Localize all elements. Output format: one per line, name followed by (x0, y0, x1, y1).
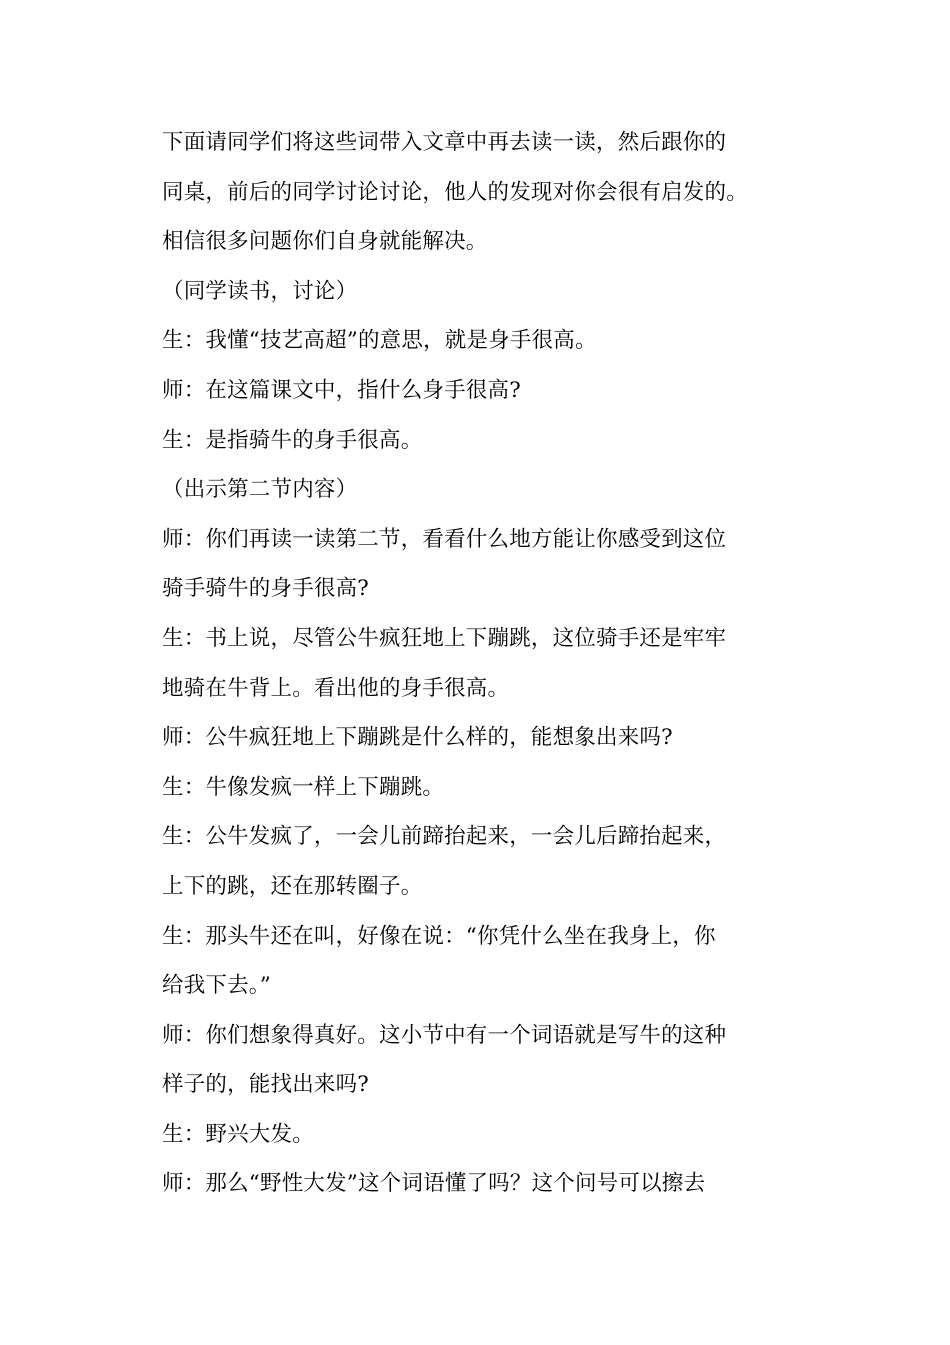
document-body (162, 118, 922, 1209)
text-line: 骑手骑牛的身手很高? (162, 576, 370, 602)
text-line: 生：我懂“技艺高超”的意思，就是身手很高。 (162, 328, 597, 354)
text-line: 生：公牛发疯了，一会儿前蹄抬起来，一会儿后蹄抬起来， (162, 824, 727, 850)
text-line: 生：是指骑牛的身手很高。 (162, 427, 423, 453)
text-line: 同桌，前后的同学讨论讨论，他人的发现对你会很有启发的。 (162, 179, 748, 205)
text-line: 相信很多问题你们自身就能解决。 (162, 229, 488, 255)
text-line: （同学读书，讨论） (162, 278, 358, 304)
text-line: 样子的，能找出来吗? (162, 1072, 370, 1098)
text-line: 师：你们再读一读第二节，看看什么地方能让你感受到这位 (162, 526, 727, 552)
text-line: 师：公牛疯狂地上下蹦跳是什么样的，能想象出来吗? (162, 725, 673, 751)
text-line: 生：野兴大发。 (162, 1121, 314, 1147)
text-line: 生：那头牛还在叫，好像在说：“你凭什么坐在我身上，你 (162, 923, 716, 949)
text-line: 师：在这篇课文中，指什么身手很高? (162, 377, 521, 403)
text-line: 给我下去。” (162, 973, 271, 999)
text-line: 上下的跳，还在那转圈子。 (162, 873, 423, 899)
text-line: 生：牛像发疯一样上下蹦跳。 (162, 774, 445, 800)
text-line: 师：那么“野性大发”这个词语懂了吗？这个问号可以擦去 (162, 1171, 706, 1197)
text-line: （出示第二节内容） (162, 477, 358, 503)
text-line: 师：你们想象得真好。这小节中有一个词语就是写牛的这种 (162, 1022, 727, 1048)
text-line: 下面请同学们将这些词带入文章中再去读一读，然后跟你的 (162, 130, 727, 155)
text-line: 生：书上说，尽管公牛疯狂地上下蹦跳，这位骑手还是牢牢 (162, 625, 727, 651)
text-line: 地骑在牛背上。看出他的身手很高。 (162, 675, 510, 701)
